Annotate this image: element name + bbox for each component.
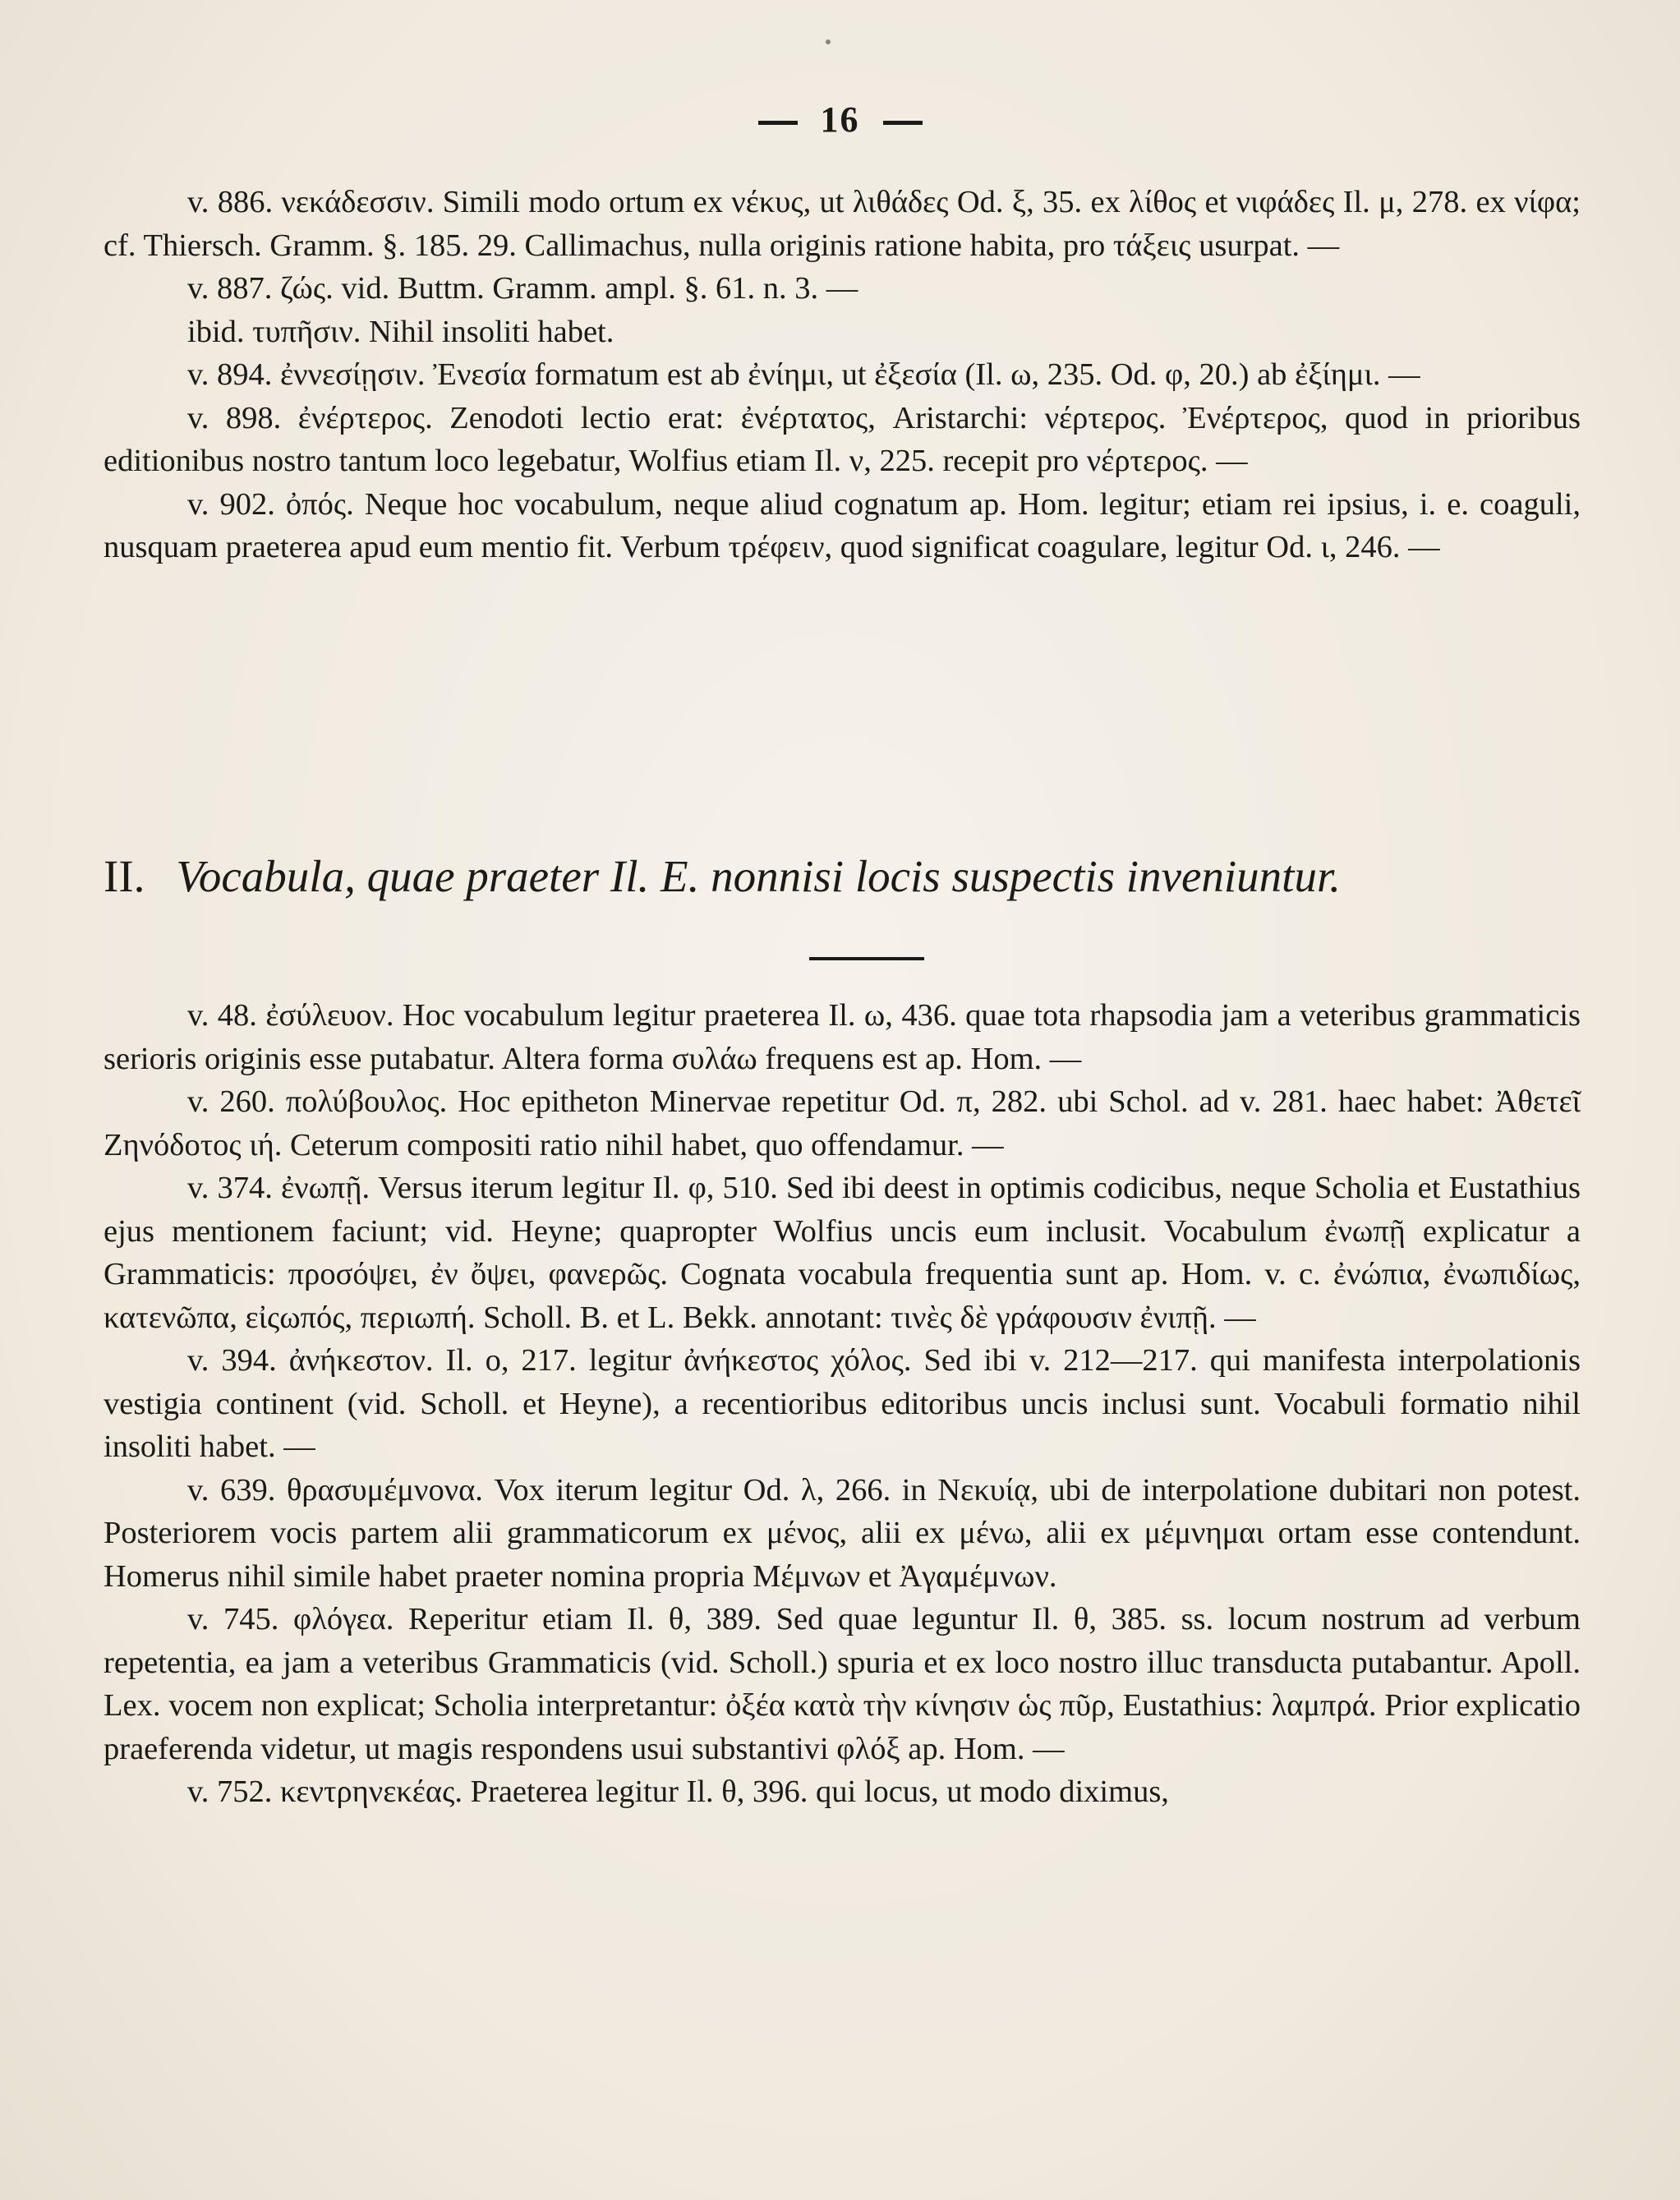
section-divider xyxy=(809,957,924,960)
section-numeral: II. xyxy=(104,851,145,901)
entry-745: v. 745. φλόγεα. Reperitur etiam Il. θ, 389. Sed quae leguntur Il. θ, 385. ss. locum nostrum ad verbum repetentia, ea jam a veteribus Grammaticis (vid. Scholl.) spuria et ex loco nostro illuc transducta putabantur. Apoll. Lex. vocem non explicat; Scholia interpretantur: ὀξέα κατὰ τὴν κίνησιν ὡς πῦρ, Eustathius: λαμπρά. Prior explicatio praeferenda videtur, ut magis respondens usui substantivi φλόξ ap. Hom. — xyxy=(104,1602,1581,1766)
entry-902: v. 902. ὀπός. Neque hoc vocabulum, neque aliud cognatum ap. Hom. legitur; etiam rei ipsius, i. e. coaguli, nusquam praeterea apud eum mentio fit. Verbum τρέφειν, quod significat coagulare, legitur Od. ι, 246. — xyxy=(104,486,1581,564)
section-title: Vocabula, quae praeter Il. E. nonnisi locis suspectis inveniuntur. xyxy=(176,851,1342,901)
section-1-text xyxy=(104,181,1581,569)
entry-898: v. 898. ἐνέρτερος. Zenodoti lectio erat: ἐνέρτατος, Aristarchi: νέρτερος. Ἐνέρτερος, quod in prioribus editionibus nostro tantum loco legebatur, Wolfius etiam Il. ν, 225. recepit pro νέρτερος. — xyxy=(104,400,1581,478)
section-heading xyxy=(104,850,1581,902)
entry-887: v. 887. ζώς. vid. Buttm. Gramm. ampl. §. 61. n. 3. — xyxy=(187,271,858,306)
entry-ibid: ibid. τυπῆσιν. Nihil insoliti habet. xyxy=(187,314,614,349)
entry-639: v. 639. θρασυμέμνονα. Vox iterum legitur Od. λ, 266. in Νεκυίᾳ, ubi de interpolatione dubitari non potest. Posteriorem vocis partem alii grammaticorum ex μένος, alii ex μένω, alii ex μέμνημαι ortam esse contendunt. Homerus nihil simile habet praeter nomina propria Μέμνων et Ἀγαμέμνων. xyxy=(104,1472,1581,1594)
entry-752: v. 752. κεντρηνεκέας. Praeterea legitur Il. θ, 396. qui locus, ut modo diximus, xyxy=(187,1774,1169,1809)
entry-886: v. 886. νεκάδεσσιν. Simili modo ortum ex νέκυς, ut λιθάδες Od. ξ, 35. ex λίθος et νιφάδες Il. μ, 278. ex νίφα; cf. Thiersch. Gramm. §. 185. 29. Callimachus, nulla originis ratione habita, pro τάξεις usurpat. — xyxy=(104,185,1581,263)
entry-374: v. 374. ἐνωπῇ. Versus iterum legitur Il. φ, 510. Sed ibi deest in optimis codicibus, neque Scholia et Eustathius ejus mentionem faciunt; vid. Heyne; quapropter Wolfius uncis eum inclusit. Vocabulum ἐνωπῇ explicatur a Grammaticis: προσόψει, ἐν ὄψει, φανερῶς. Cognata vocabula frequentia sunt ap. Hom. v. c. ἐνώπια, ἐνωπιδίως, κατενῶπα, εἰςωπός, περιωπή. Scholl. B. et L. Bekk. annotant: τινὲς δὲ γράφουσιν ἐνιπῇ. — xyxy=(104,1171,1581,1335)
page-number xyxy=(0,99,1680,140)
section-2-text xyxy=(104,994,1581,1814)
entry-894: v. 894. ἐννεσίῃσιν. Ἐνεσία formatum est ab ἐνίημι, ut ἐξεσία (Il. ω, 235. Od. φ, 20.) ab ἐξίημι. — xyxy=(187,357,1420,392)
entry-260: v. 260. πολύβουλος. Hoc epitheton Minervae repetitur Od. π, 282. ubi Schol. ad v. 281. haec habet: Ἀθετεῖ Ζηνόδοτος ιή. Ceterum compositi ratio nihil habet, quo offendamur. — xyxy=(104,1084,1581,1162)
print-speck xyxy=(826,39,831,44)
entry-394: v. 394. ἀνήκεστον. Il. ο, 217. legitur ἀνήκεστος χόλος. Sed ibi v. 212—217. qui manifesta interpolationis vestigia continent (vid. Scholl. et Heyne), a recentioribus editoribus uncis inclusi sunt. Vocabuli formatio nihil insoliti habet. — xyxy=(104,1343,1581,1464)
page-number-dash-right xyxy=(883,121,923,125)
entry-48: v. 48. ἐσύλευον. Hoc vocabulum legitur praeterea Il. ω, 436. quae tota rhapsodia jam a veteribus grammaticis serioris originis esse putabatur. Altera forma συλάω frequens est ap. Hom. — xyxy=(104,998,1581,1076)
page-number-value: 16 xyxy=(820,99,860,140)
page-number-dash-left xyxy=(758,121,798,125)
